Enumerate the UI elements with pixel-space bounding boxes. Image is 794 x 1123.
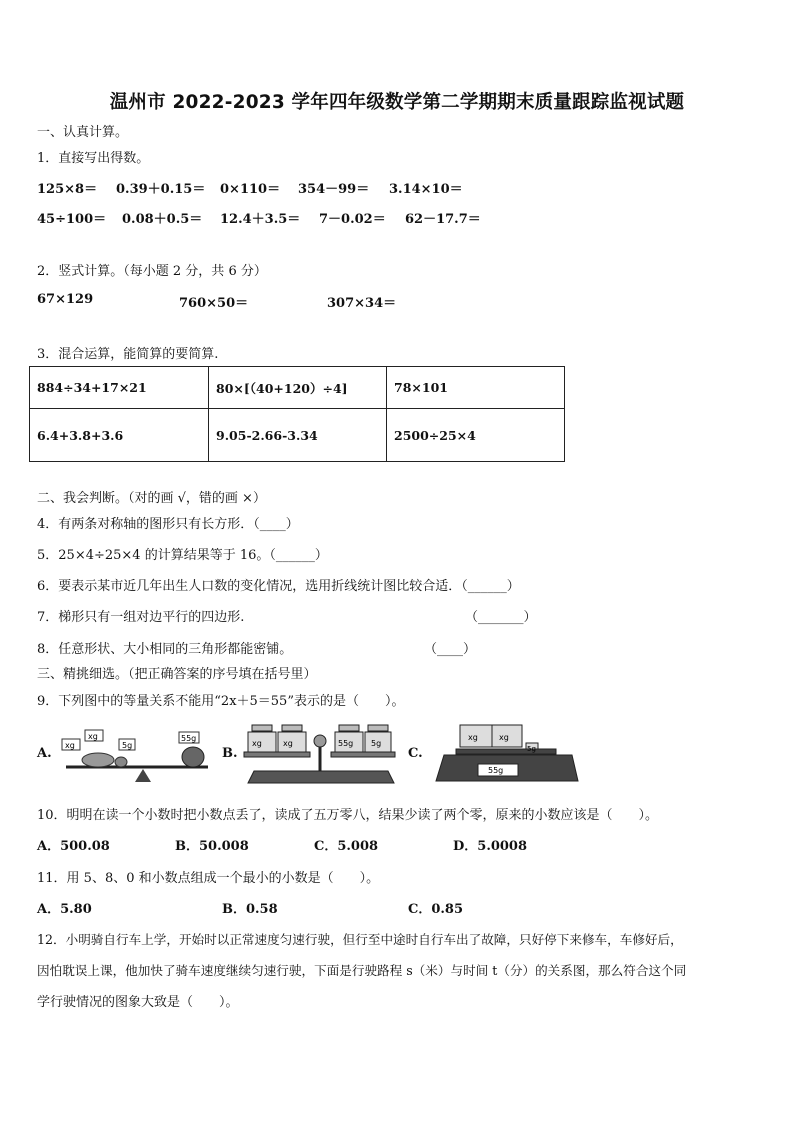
section-3-heading: 三、精挑细选。（把正确答案的序号填在括号里） — [37, 667, 317, 682]
q9-option-a-label: A. — [37, 746, 52, 761]
page-title: 温州市 2022-2023 学年四年级数学第二学期期末质量跟踪监视试题 — [109, 92, 685, 113]
section-2-heading: 二、我会判断。（对的画 √，错的画 ×） — [37, 491, 266, 506]
q1-row2-item: 0.08＋0.5＝ — [122, 212, 203, 227]
q10-option: A．500.08 — [37, 839, 110, 854]
question-10: 10．明明在读一个小数时把小数点丢了，读成了五万零八，结果少读了两个零，原来的小数应该是（ ）。 — [37, 808, 659, 823]
question-8: 8．任意形状、大小相同的三角形都能密铺。 — [37, 642, 293, 657]
q2-item: 67×129 — [37, 292, 94, 307]
section-1-heading: 一、认真计算。 — [37, 125, 129, 140]
question-9: 9．下列图中的等量关系不能用“2x＋5＝55”表示的是（ ）。 — [37, 694, 405, 709]
q9-option-b-figure — [242, 721, 400, 788]
q2-item: 307×34＝ — [327, 296, 397, 311]
q11-option: C．0.85 — [408, 902, 464, 917]
q10-option: D．5.0008 — [453, 839, 528, 854]
weight-tag: 55g — [338, 739, 354, 748]
q1-row1-item: 125×8＝ — [37, 182, 98, 197]
table-cell: 9.05-2.66-3.34 — [209, 409, 387, 462]
weight-tag: 55g — [181, 734, 197, 743]
q2-item: 760×50＝ — [179, 296, 249, 311]
weight-tag: xg — [65, 741, 75, 750]
q9-option-a-figure — [58, 724, 216, 786]
q1-row1-item: 354－99＝ — [298, 182, 370, 197]
question-3-label: 3．混合运算，能简算的要简算. — [37, 347, 219, 362]
q10-option: C．5.008 — [314, 839, 379, 854]
mixed-operations-table — [29, 366, 565, 462]
q9-option-b-label: B. — [222, 746, 238, 761]
q1-row2-item: 7－0.02＝ — [319, 212, 386, 227]
q1-row2-item: 45÷100＝ — [37, 212, 107, 227]
table-cell: 78×101 — [387, 367, 565, 409]
weight-tag: 5g — [122, 741, 133, 750]
question-7: 7．梯形只有一组对边平行的四边形. — [37, 610, 245, 625]
q1-row2-item: 62－17.7＝ — [405, 212, 481, 227]
question-12-line-1: 12．小明骑自行车上学，开始时以正常速度匀速行驶，但行至中途时自行车出了故障，只好停下来修车，车修好后， — [37, 932, 683, 947]
table-cell: 6.4+3.8+3.6 — [30, 409, 209, 462]
question-4: 4．有两条对称轴的图形只有长方形．（____） — [37, 517, 299, 532]
table-cell: 2500÷25×4 — [387, 409, 565, 462]
table-cell: 884÷34+17×21 — [30, 367, 209, 409]
weight-tag: 55g — [488, 766, 504, 775]
question-5: 5．25×4÷25×4 的计算结果等于 16。（______） — [37, 548, 328, 563]
q11-option: B．0.58 — [222, 902, 278, 917]
question-2-label: 2．竖式计算。（每小题 2 分，共 6 分） — [37, 264, 267, 279]
q9-option-c-figure — [432, 719, 582, 786]
table-cell: 80×[（40+120）÷4] — [209, 367, 387, 409]
question-6: 6．要表示某市近几年出生人口数的变化情况，选用折线统计图比较合适．（______） — [37, 579, 520, 594]
question-12-line-3: 学行驶情况的图象大致是（ ）。 — [37, 995, 239, 1010]
weight-tag: 5g — [371, 739, 382, 748]
question-12-line-2: 因怕耽误上课，他加快了骑车速度继续匀速行驶，下面是行驶路程 s（米）与时间 t（分）的关系图，那么符合这个同 — [37, 963, 687, 978]
weight-tag: xg — [468, 733, 478, 742]
q1-row1-item: 3.14×10＝ — [389, 182, 463, 197]
question-11: 11．用 5、8、0 和小数点组成一个最小的小数是（ ）。 — [37, 871, 380, 886]
q1-row2-item: 12.4＋3.5＝ — [220, 212, 301, 227]
q9-option-c-label: C. — [408, 746, 423, 761]
weight-tag: 5g — [527, 745, 536, 753]
q10-option: B．50.008 — [175, 839, 249, 854]
question-1-label: 1．直接写出得数。 — [37, 151, 150, 166]
weight-tag: xg — [499, 733, 509, 742]
weight-tag: xg — [88, 732, 98, 741]
q1-row1-item: 0×110＝ — [220, 182, 281, 197]
q1-row1-item: 0.39＋0.15＝ — [116, 182, 206, 197]
question-7-blank: （_______） — [465, 610, 537, 625]
q11-option: A．5.80 — [37, 902, 92, 917]
question-8-blank: （____） — [424, 642, 477, 657]
weight-tag: xg — [252, 739, 262, 748]
weight-tag: xg — [283, 739, 293, 748]
